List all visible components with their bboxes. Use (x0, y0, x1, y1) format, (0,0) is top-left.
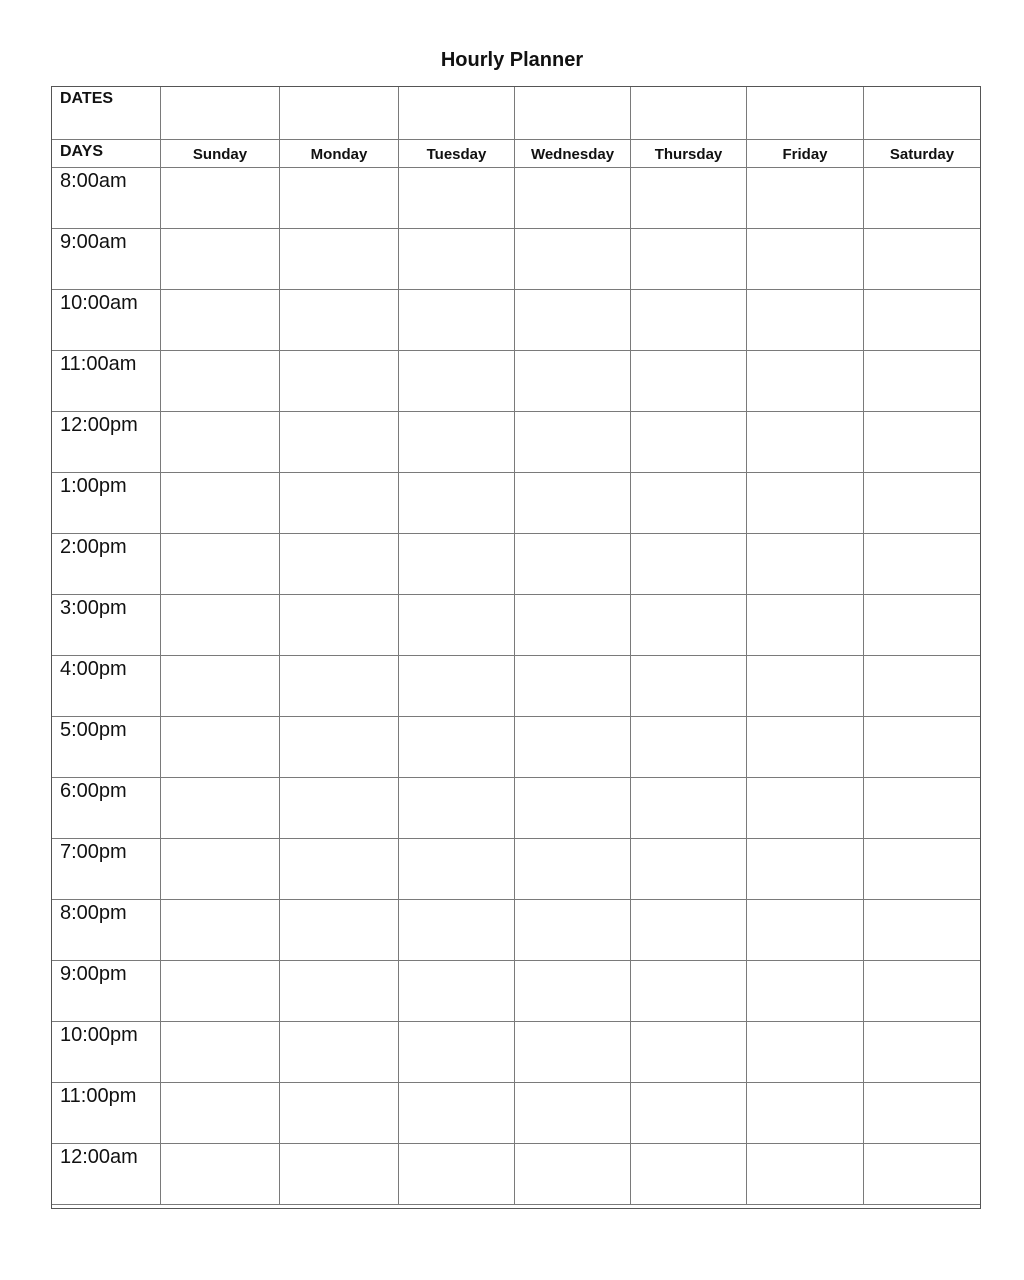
date-cell[interactable] (280, 87, 399, 140)
schedule-cell[interactable] (161, 1022, 280, 1083)
schedule-cell[interactable] (280, 900, 399, 961)
schedule-cell[interactable] (747, 839, 864, 900)
schedule-cell[interactable] (161, 595, 280, 656)
schedule-cell[interactable] (161, 290, 280, 351)
time-label: 6:00pm (52, 778, 161, 839)
time-label: 3:00pm (52, 595, 161, 656)
schedule-cell[interactable] (631, 961, 747, 1022)
schedule-cell[interactable] (161, 839, 280, 900)
time-label: 12:00am (52, 1144, 161, 1205)
schedule-cell[interactable] (399, 168, 515, 229)
day-header-thursday: Thursday (631, 140, 747, 168)
hour-row (52, 290, 981, 351)
schedule-cell[interactable] (631, 473, 747, 534)
hour-row (52, 778, 981, 839)
schedule-cell[interactable] (864, 900, 981, 961)
days-row (52, 140, 981, 168)
schedule-cell[interactable] (864, 229, 981, 290)
time-label: 1:00pm (52, 473, 161, 534)
schedule-cell[interactable] (864, 412, 981, 473)
schedule-cell[interactable] (280, 168, 399, 229)
hour-row (52, 351, 981, 412)
schedule-cell[interactable] (747, 1022, 864, 1083)
schedule-cell[interactable] (864, 1144, 981, 1205)
schedule-cell[interactable] (747, 534, 864, 595)
schedule-cell[interactable] (631, 839, 747, 900)
schedule-cell[interactable] (747, 351, 864, 412)
schedule-cell[interactable] (631, 534, 747, 595)
schedule-cell[interactable] (864, 595, 981, 656)
date-cell[interactable] (631, 87, 747, 140)
hour-row (52, 1144, 981, 1205)
time-label: 10:00pm (52, 1022, 161, 1083)
schedule-cell[interactable] (399, 534, 515, 595)
schedule-cell[interactable] (515, 168, 631, 229)
schedule-cell[interactable] (747, 290, 864, 351)
schedule-cell[interactable] (515, 290, 631, 351)
schedule-cell[interactable] (747, 656, 864, 717)
schedule-cell[interactable] (161, 1083, 280, 1144)
schedule-cell[interactable] (161, 412, 280, 473)
day-header-saturday: Saturday (864, 140, 981, 168)
dates-label: DATES (52, 87, 161, 140)
schedule-cell[interactable] (280, 1083, 399, 1144)
schedule-cell[interactable] (631, 351, 747, 412)
schedule-cell[interactable] (161, 229, 280, 290)
schedule-cell[interactable] (747, 1083, 864, 1144)
schedule-cell[interactable] (280, 229, 399, 290)
hour-row (52, 595, 981, 656)
schedule-cell[interactable] (161, 656, 280, 717)
schedule-cell[interactable] (399, 351, 515, 412)
schedule-cell[interactable] (515, 351, 631, 412)
time-label: 11:00pm (52, 1083, 161, 1144)
time-label: 8:00am (52, 168, 161, 229)
schedule-cell[interactable] (864, 473, 981, 534)
schedule-cell[interactable] (399, 656, 515, 717)
schedule-cell[interactable] (747, 229, 864, 290)
schedule-cell[interactable] (280, 412, 399, 473)
schedule-cell[interactable] (399, 1083, 515, 1144)
schedule-cell[interactable] (280, 961, 399, 1022)
schedule-cell[interactable] (399, 717, 515, 778)
schedule-cell[interactable] (161, 778, 280, 839)
schedule-cell[interactable] (399, 412, 515, 473)
schedule-cell[interactable] (399, 473, 515, 534)
schedule-cell[interactable] (747, 778, 864, 839)
schedule-cell[interactable] (864, 839, 981, 900)
time-label: 12:00pm (52, 412, 161, 473)
schedule-cell[interactable] (399, 290, 515, 351)
schedule-cell[interactable] (399, 900, 515, 961)
schedule-cell[interactable] (631, 412, 747, 473)
day-header-monday: Monday (280, 140, 399, 168)
schedule-cell[interactable] (515, 717, 631, 778)
schedule-cell[interactable] (280, 717, 399, 778)
hour-row (52, 473, 981, 534)
time-label: 9:00am (52, 229, 161, 290)
schedule-cell[interactable] (161, 351, 280, 412)
schedule-cell[interactable] (161, 168, 280, 229)
schedule-cell[interactable] (515, 1022, 631, 1083)
schedule-cell[interactable] (631, 656, 747, 717)
days-label: DAYS (52, 140, 161, 168)
schedule-cell[interactable] (631, 290, 747, 351)
hour-row (52, 412, 981, 473)
schedule-cell[interactable] (515, 656, 631, 717)
schedule-cell[interactable] (747, 1144, 864, 1205)
schedule-cell[interactable] (515, 412, 631, 473)
time-label: 4:00pm (52, 656, 161, 717)
schedule-cell[interactable] (515, 778, 631, 839)
page-title: Hourly Planner (440, 49, 584, 71)
time-label: 5:00pm (52, 717, 161, 778)
schedule-cell[interactable] (864, 534, 981, 595)
date-cell[interactable] (747, 87, 864, 140)
schedule-cell[interactable] (515, 534, 631, 595)
hour-row (52, 534, 981, 595)
schedule-cell[interactable] (631, 717, 747, 778)
date-cell[interactable] (864, 87, 981, 140)
schedule-cell[interactable] (864, 1022, 981, 1083)
schedule-cell[interactable] (280, 656, 399, 717)
schedule-cell[interactable] (399, 778, 515, 839)
day-header-tuesday: Tuesday (399, 140, 515, 168)
schedule-cell[interactable] (399, 839, 515, 900)
schedule-cell[interactable] (631, 168, 747, 229)
day-header-friday: Friday (747, 140, 864, 168)
schedule-cell[interactable] (631, 900, 747, 961)
schedule-cell[interactable] (280, 839, 399, 900)
hour-row (52, 961, 981, 1022)
hour-row (52, 717, 981, 778)
date-cell[interactable] (399, 87, 515, 140)
schedule-cell[interactable] (747, 168, 864, 229)
schedule-cell[interactable] (631, 1144, 747, 1205)
schedule-cell[interactable] (280, 1022, 399, 1083)
schedule-cell[interactable] (515, 229, 631, 290)
schedule-cell[interactable] (864, 1083, 981, 1144)
day-header-sunday: Sunday (161, 140, 280, 168)
schedule-cell[interactable] (280, 778, 399, 839)
schedule-cell[interactable] (631, 778, 747, 839)
schedule-cell[interactable] (161, 1144, 280, 1205)
schedule-cell[interactable] (515, 839, 631, 900)
schedule-cell[interactable] (515, 595, 631, 656)
schedule-cell[interactable] (161, 717, 280, 778)
schedule-cell[interactable] (747, 900, 864, 961)
schedule-cell[interactable] (280, 290, 399, 351)
schedule-cell[interactable] (864, 961, 981, 1022)
hour-row (52, 656, 981, 717)
schedule-cell[interactable] (631, 595, 747, 656)
schedule-cell[interactable] (515, 1144, 631, 1205)
schedule-cell[interactable] (515, 1083, 631, 1144)
schedule-cell[interactable] (161, 961, 280, 1022)
time-label: 2:00pm (52, 534, 161, 595)
time-label: 9:00pm (52, 961, 161, 1022)
schedule-cell[interactable] (747, 473, 864, 534)
schedule-cell[interactable] (399, 1022, 515, 1083)
day-header-wednesday: Wednesday (515, 140, 631, 168)
schedule-cell[interactable] (515, 900, 631, 961)
hour-row (52, 900, 981, 961)
hour-row (52, 839, 981, 900)
time-label: 10:00am (52, 290, 161, 351)
schedule-cell[interactable] (280, 351, 399, 412)
schedule-cell[interactable] (864, 656, 981, 717)
schedule-cell[interactable] (747, 412, 864, 473)
hour-row (52, 168, 981, 229)
schedule-cell[interactable] (864, 351, 981, 412)
schedule-cell[interactable] (161, 534, 280, 595)
schedule-cell[interactable] (399, 595, 515, 656)
schedule-cell[interactable] (399, 229, 515, 290)
schedule-cell[interactable] (747, 595, 864, 656)
schedule-cell[interactable] (864, 168, 981, 229)
schedule-cell[interactable] (864, 290, 981, 351)
schedule-cell[interactable] (631, 229, 747, 290)
hour-row (52, 1022, 981, 1083)
hour-row (52, 1083, 981, 1144)
schedule-cell[interactable] (280, 1144, 399, 1205)
schedule-cell[interactable] (280, 473, 399, 534)
schedule-cell[interactable] (399, 1144, 515, 1205)
schedule-cell[interactable] (280, 595, 399, 656)
schedule-cell[interactable] (515, 961, 631, 1022)
schedule-cell[interactable] (161, 473, 280, 534)
time-label: 7:00pm (52, 839, 161, 900)
schedule-cell[interactable] (864, 778, 981, 839)
schedule-cell[interactable] (631, 1022, 747, 1083)
date-cell[interactable] (515, 87, 631, 140)
schedule-cell[interactable] (631, 1083, 747, 1144)
planner-table (51, 86, 981, 1205)
time-label: 8:00pm (52, 900, 161, 961)
schedule-cell[interactable] (747, 717, 864, 778)
time-label: 11:00am (52, 351, 161, 412)
schedule-cell[interactable] (280, 534, 399, 595)
schedule-cell[interactable] (515, 473, 631, 534)
schedule-cell[interactable] (864, 717, 981, 778)
schedule-cell[interactable] (161, 900, 280, 961)
schedule-cell[interactable] (747, 961, 864, 1022)
hour-row (52, 229, 981, 290)
schedule-cell[interactable] (399, 961, 515, 1022)
date-cell[interactable] (161, 87, 280, 140)
dates-row (52, 87, 981, 140)
